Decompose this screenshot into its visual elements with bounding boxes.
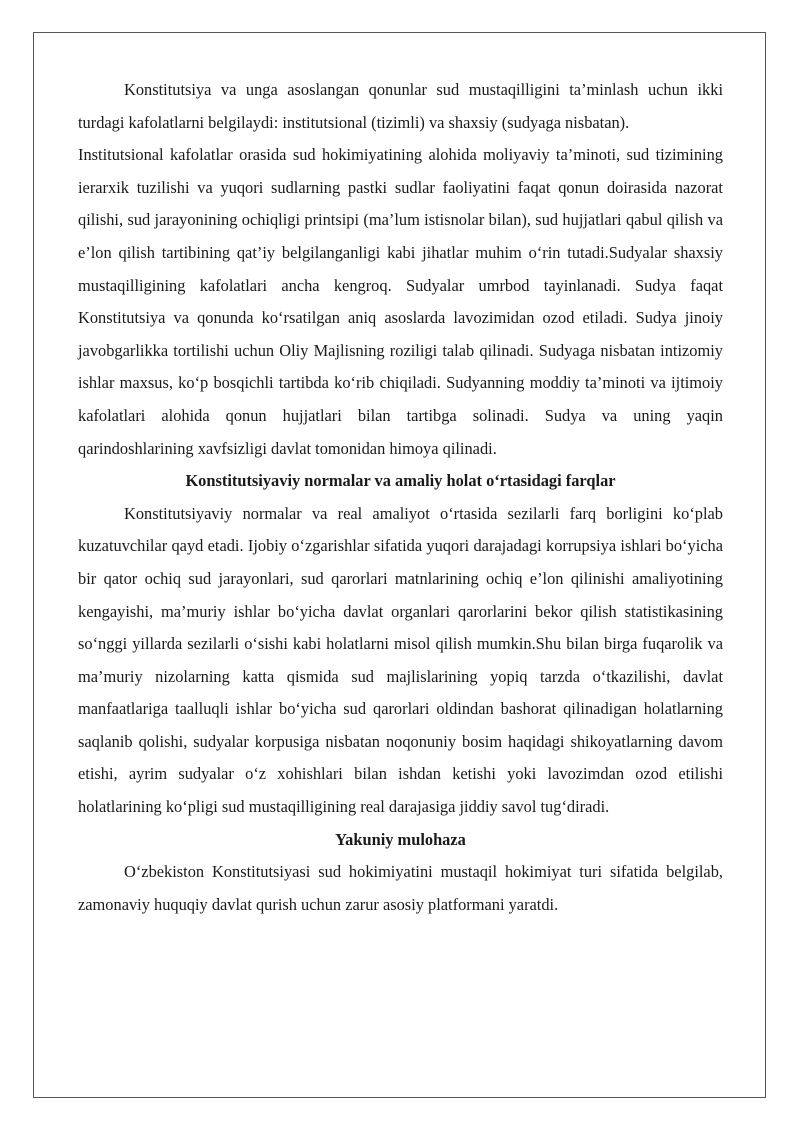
- section-heading-conclusion: Yakuniy mulohaza: [335, 829, 466, 849]
- paragraph-practice-gap: Konstitutsiyaviy normalar va real amaliyot o‘rtasida sezilarli farq borligini ko‘plab kuzatuvchilar qayd etadi. Ijobiy o‘zgarishlar sifatida yuqori darajadagi korrupsiya ishlari bo‘yicha bir qator ochiq sud jarayonlari, sud qarorlari matnlarining ochiq e’lon qilinishi amaliyotining kengayishi, ma’muriy ishlar bo‘yicha davlat organlari qarorlarini bekor qilish statistikasining so‘nggi yillarda sezilarli o‘sishi kabi holatlarni misol qilish mumkin.Shu bilan birga fuqarolik va ma’muriy nizolarning katta qismida sud majlislarining yopiq tarzda o‘tkazilishi, davlat manfaatlariga taalluqli ishlar bo‘yicha sud qarorlari oldindan bashorat qilinadigan holatlarning saqlanib qolishi, sudyalar korpusiga nisbatan noqonuniy bosim haqidagi shikoyatlarning davom etishi, ayrim sudyalar o‘z xohishlari bilan ishdan ketishi yoki lavozimdan ozod etilishi holatlarining ko‘pligi sud mustaqilligining real darajasiga jiddiy savol tug‘diradi.: [78, 503, 723, 817]
- paragraph-conclusion: O‘zbekiston Konstitutsiyasi sud hokimiyatini mustaqil hokimiyat turi sifatida belgilab, zamonaviy huquqiy davlat qurish uchun zarur asosiy platformani yaratdi.: [78, 862, 723, 914]
- paragraph-guarantees-intro: Konstitutsiya va unga asoslangan qonunlar sud mustaqilligini ta’minlash uchun ikki turdagi kafolatlarni belgilaydi: institutsional (tizimli) va shaxsiy (sudyaga nisbatan).: [78, 80, 723, 132]
- document-body: [78, 74, 723, 921]
- section-heading-differences: Konstitutsiyaviy normalar va amaliy holat o‘rtasidagi farqlar: [185, 471, 616, 491]
- paragraph-institutional-guarantees: Institutsional kafolatlar orasida sud hokimiyatining alohida moliyaviy ta’minoti, sud tizimining ierarxik tuzilishi va yuqori sudlarning pastki sudlar faoliyatini faqat qonun doirasida nazorat qilishi, sud jarayonining ochiqligi printsipi (ma’lum istisnolar bilan), sud hujjatlari qabul qilish va e’lon qilish tartibining qat’iy belgilanganligi kabi jihatlar muhim o‘rin tutadi.Sudyalar shaxsiy mustaqilligining kafolatlari ancha kengroq. Sudyalar umrbod tayinlanadi. Sudya faqat Konstitutsiya va qonunda ko‘rsatilgan aniq asoslarda lavozimidan ozod etiladi. Sudya jinoiy javobgarlikka tortilishi uchun Oliy Majlisning roziligi talab qilinadi. Sudyaga nisbatan intizomiy ishlar maxsus, ko‘p bosqichli tartibda ko‘rib chiqiladi. Sudyanning moddiy ta’minoti va ijtimoiy kafolatlari alohida qonun hujjatlari bilan tartibga solinadi. Sudya va uning yaqin qarindoshlarining xavfsizligi davlat tomonidan himoya qilinadi.: [78, 145, 723, 458]
